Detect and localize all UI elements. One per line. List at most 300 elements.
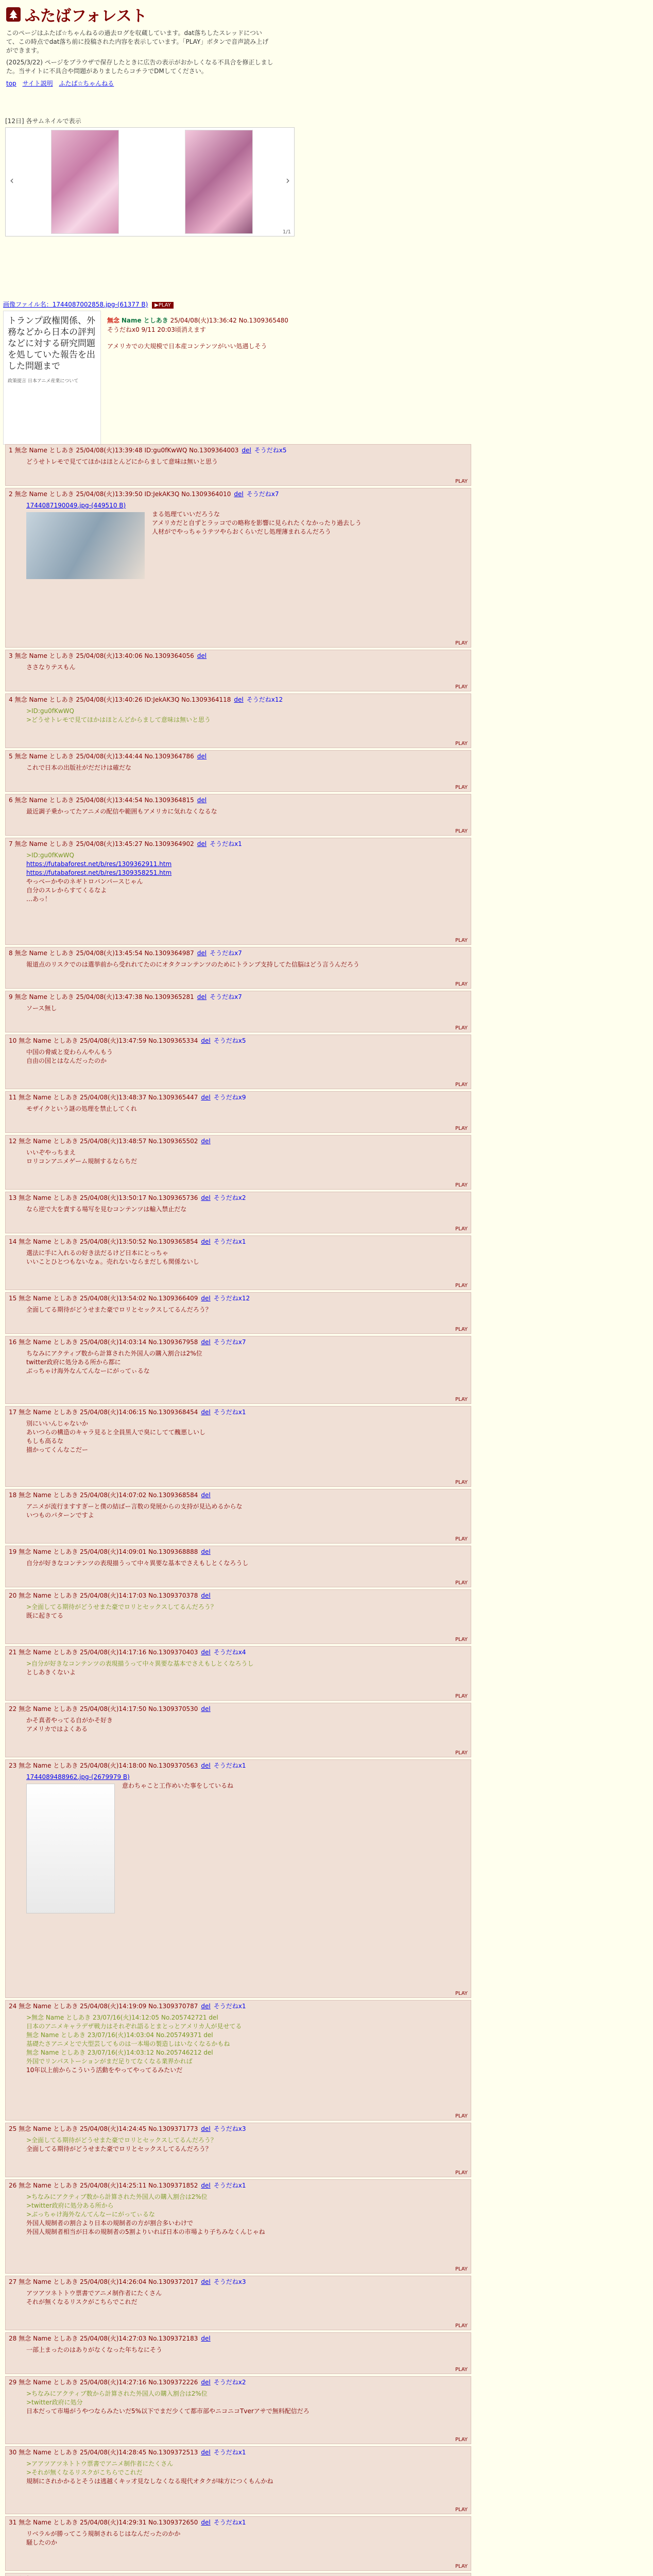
sodane-button[interactable]: そうだねx12 bbox=[213, 1295, 250, 1302]
reply-body bbox=[9, 804, 468, 816]
sodane-button[interactable]: そうだねx7 bbox=[246, 490, 279, 498]
del-link[interactable]: del bbox=[197, 652, 207, 659]
del-link[interactable]: del bbox=[201, 2519, 211, 2526]
reply-header bbox=[9, 1490, 468, 1499]
reply-header bbox=[9, 2277, 468, 2286]
reply-body bbox=[9, 1202, 468, 1214]
sodane-button[interactable]: そうだねx1 bbox=[213, 1762, 246, 1769]
reply-text-line: 意わちゃこと工作めいた事をしているね bbox=[122, 1782, 234, 1789]
reply-meta: 無念 Name としあき 25/04/08(火)14:29:31 No.1309372650 bbox=[19, 2519, 198, 2526]
reply-body bbox=[9, 2010, 468, 2075]
reply-number: 1 bbox=[9, 447, 13, 454]
reply-header bbox=[9, 1237, 468, 1246]
reply-play-button[interactable]: PLAY bbox=[455, 640, 468, 646]
quote-line: >ちなみにアクティブ数から計算された外国人の購入割合は2%位 bbox=[26, 2193, 208, 2200]
reply-text-line: ぶっちゃけ海外なんてんなーにがってぃるな bbox=[26, 1367, 150, 1375]
reply-number: 8 bbox=[9, 950, 13, 957]
reply-number: 5 bbox=[9, 753, 13, 760]
del-link[interactable]: del bbox=[201, 2003, 211, 2010]
sodane-button[interactable]: そうだねx2 bbox=[213, 2379, 246, 2386]
reply-text-line: どうせトレモで見ててほかはほとんどにからまして意味は無いと思う bbox=[26, 458, 218, 465]
reply-text-line: ロリコンアニメゲーム規制するならちだ bbox=[26, 1158, 138, 1165]
reply-text-line: アニメが流行ますすぎーと僕の結ばー言数の発展からの支持が見込めるからな bbox=[26, 1503, 243, 1510]
reply-number: 25 bbox=[9, 2125, 17, 2132]
reply-text-line: 10年以上前からこういう活動をやってやってるみたいだ bbox=[26, 2066, 183, 2074]
reply-body bbox=[9, 957, 468, 969]
reply-header bbox=[9, 2181, 468, 2190]
op-file-info bbox=[3, 300, 653, 309]
reply-text-line: 自分が好きなコンテンツの表現描うって中々異要な基本でさえもしとくなろうし bbox=[26, 1560, 249, 1567]
reply-number: 23 bbox=[9, 1762, 17, 1769]
reply-image[interactable] bbox=[26, 512, 145, 579]
reply-play-button[interactable]: PLAY bbox=[455, 2367, 468, 2372]
reply-play-button[interactable]: PLAY bbox=[455, 1283, 468, 1289]
reply-meta: 無念 Name としあき 25/04/08(火)14:19:09 No.1309370787 bbox=[19, 2003, 198, 2010]
reply-post bbox=[5, 1135, 471, 1190]
reply-body bbox=[9, 1246, 468, 1266]
reply-play-button[interactable]: PLAY bbox=[455, 2170, 468, 2176]
reply-text-line: twitter政府に処分ある所から都に bbox=[26, 1359, 121, 1366]
op-file-link[interactable]: 画像ファイル名：1744087002858.jpg-(61377 B) bbox=[3, 301, 148, 308]
sodane-button[interactable]: そうだねx1 bbox=[213, 1238, 246, 1245]
reply-link[interactable]: https://futabaforest.net/b/res/1309358251.htm bbox=[26, 869, 172, 876]
reply-play-button[interactable]: PLAY bbox=[455, 828, 468, 834]
reply-meta: 無念 Name としあき 25/04/08(火)14:27:16 No.1309372226 bbox=[19, 2379, 198, 2386]
op-subject: 無念 bbox=[107, 317, 120, 324]
reply-text-line: 人材がでやっちゃうテツやらおくらいだし処理薄まれるんだろう bbox=[152, 528, 331, 535]
sodane-button[interactable]: そうだねx2 bbox=[213, 1194, 246, 1201]
nav-futaba-link[interactable]: ふたば☆ちゃんねる bbox=[59, 80, 114, 87]
reply-play-button[interactable]: PLAY bbox=[455, 2113, 468, 2119]
nav-about-link[interactable]: サイト説明 bbox=[22, 80, 53, 87]
quote-line: >全面してる期待がどうせまた豪でロリとセックスしてるんだろう？ bbox=[26, 1603, 217, 1611]
reply-play-button[interactable]: PLAY bbox=[455, 2323, 468, 2329]
reply-play-button[interactable]: PLAY bbox=[455, 2266, 468, 2272]
reply-header bbox=[9, 651, 468, 660]
reply-body bbox=[9, 2456, 468, 2486]
reply-post bbox=[5, 1589, 471, 1644]
reply-play-button[interactable]: PLAY bbox=[455, 1637, 468, 1642]
reply-header bbox=[9, 2002, 468, 2010]
reply-header bbox=[9, 2334, 468, 2343]
reply-number: 22 bbox=[9, 1705, 17, 1713]
reply-text-line: いいことひとつもないなぁ。売れないならまだしも関係ないし bbox=[26, 1258, 199, 1265]
reply-image[interactable] bbox=[26, 1784, 115, 1913]
reply-body bbox=[9, 1346, 468, 1376]
reply-play-button[interactable]: PLAY bbox=[455, 1025, 468, 1031]
reply-meta: 無念 Name としあき 25/04/08(火)14:28:45 No.1309372513 bbox=[19, 2449, 198, 2456]
sodane-button[interactable]: そうだねx1 bbox=[213, 2519, 246, 2526]
reply-play-button[interactable]: PLAY bbox=[455, 1182, 468, 1188]
nav-top-link[interactable]: top bbox=[6, 80, 16, 87]
reply-body bbox=[9, 2133, 468, 2154]
reply-body bbox=[9, 1302, 468, 1314]
del-link[interactable]: del bbox=[201, 2449, 211, 2456]
reply-link[interactable]: https://futabaforest.net/b/res/1309362911.htm bbox=[26, 860, 172, 868]
quote-line: >アアツアツネトトウ票書でアニメ制作者にたくさん bbox=[26, 2460, 174, 2467]
sodane-button[interactable]: そうだねx3 bbox=[213, 2125, 246, 2132]
reply-post bbox=[5, 444, 471, 486]
reply-text-line: やっべーかやのネギトロバンパースじゃん bbox=[26, 878, 143, 885]
reply-header bbox=[9, 1093, 468, 1101]
op-text: アメリカでの大規模で日本産コンテンツがいい処遇しそう bbox=[107, 343, 267, 350]
reply-post bbox=[5, 1235, 471, 1290]
sodane-button[interactable]: そうだねx5 bbox=[213, 1037, 246, 1044]
reply-play-button[interactable]: PLAY bbox=[455, 1991, 468, 1996]
quote-line: >全面してる期待がどうせまた豪でロリとセックスしてるんだろう？ bbox=[26, 2137, 217, 2144]
del-link[interactable]: del bbox=[201, 1295, 211, 1302]
reply-post bbox=[5, 1336, 471, 1404]
reply-meta: 無念 Name としあき 25/04/08(火)13:48:57 No.1309365502 bbox=[19, 1138, 198, 1145]
reply-text-line: これで日本の出版社がだだけは確だな bbox=[26, 764, 132, 771]
reply-text-line: ソース無し bbox=[26, 1005, 57, 1012]
reply-meta: 無念 Name としあき 25/04/08(火)13:44:44 No.1309364786 bbox=[14, 753, 194, 760]
reply-play-button[interactable]: PLAY bbox=[455, 1480, 468, 1485]
del-link[interactable]: del bbox=[197, 796, 207, 804]
del-link[interactable]: del bbox=[197, 753, 207, 760]
reply-post bbox=[5, 1546, 471, 1587]
reply-number: 2 bbox=[9, 490, 13, 498]
del-link[interactable]: del bbox=[201, 1238, 211, 1245]
reply-post bbox=[5, 947, 471, 989]
reply-post bbox=[5, 2573, 471, 2576]
del-link[interactable]: del bbox=[201, 1409, 211, 1416]
reply-body bbox=[9, 760, 468, 772]
reply-meta: 無念 Name としあき 25/04/08(火)13:40:06 No.1309364056 bbox=[14, 652, 194, 659]
reply-header bbox=[9, 1294, 468, 1302]
reply-meta: 無念 Name としあき 25/04/08(火)14:07:02 No.1309368584 bbox=[19, 1492, 198, 1499]
reply-post bbox=[5, 2123, 471, 2177]
reply-header bbox=[9, 1337, 468, 1346]
reply-play-button[interactable]: PLAY bbox=[455, 1082, 468, 1088]
del-link[interactable]: del bbox=[197, 840, 207, 848]
op-body bbox=[107, 311, 288, 445]
del-link[interactable]: del bbox=[234, 490, 244, 498]
reply-number: 18 bbox=[9, 1492, 17, 1499]
reply-play-button[interactable]: PLAY bbox=[455, 785, 468, 790]
reply-number: 26 bbox=[9, 2182, 17, 2189]
reply-body bbox=[9, 2386, 468, 2416]
del-link[interactable]: del bbox=[201, 1705, 211, 1713]
reply-text-line: リベラルが勝ってこう規制されるじはなんだったのかか bbox=[26, 2530, 181, 2537]
reply-play-button[interactable]: PLAY bbox=[455, 479, 468, 484]
reply-post bbox=[5, 2516, 471, 2571]
reply-text-line: 既に起きてる bbox=[26, 1612, 64, 1619]
carousel-next-icon[interactable]: › bbox=[286, 174, 290, 187]
reply-play-button[interactable]: PLAY bbox=[455, 684, 468, 690]
reply-header bbox=[9, 795, 468, 804]
reply-meta: 無念 Name としあき 25/04/08(火)13:45:27 No.1309364902 bbox=[14, 840, 194, 848]
quote-line: 外国でリンパストーションがまだ足りてなくなる業界かれば bbox=[26, 2058, 193, 2065]
reply-play-button[interactable]: PLAY bbox=[455, 1126, 468, 1131]
carousel-thumbnail[interactable] bbox=[51, 130, 119, 234]
reply-meta: 無念 Name としあき 25/04/08(火)14:18:00 No.1309370563 bbox=[19, 1762, 198, 1769]
reply-meta: 無念 Name としあき 25/04/08(火)14:17:16 No.1309370403 bbox=[19, 1649, 198, 1656]
reply-post bbox=[5, 1035, 471, 1089]
tree-logo-icon[interactable] bbox=[6, 7, 21, 22]
del-link[interactable]: del bbox=[201, 1194, 211, 1201]
del-link[interactable]: del bbox=[201, 1138, 211, 1145]
reply-text-line: 自由の国とはなんだったのか bbox=[26, 1057, 107, 1064]
reply-number: 28 bbox=[9, 2335, 17, 2342]
reply-number: 14 bbox=[9, 1238, 17, 1245]
reply-body bbox=[9, 1713, 468, 1734]
reply-meta: 無念 Name としあき 25/04/08(火)14:17:03 No.1309370378 bbox=[19, 1592, 198, 1599]
sodane-button[interactable]: そうだねx1 bbox=[210, 840, 242, 848]
del-link[interactable]: del bbox=[201, 1338, 211, 1346]
quote-line: >ちなみにアクティブ数から計算された外国人の購入割合は2%位 bbox=[26, 2390, 208, 2397]
reply-meta: 無念 Name としあき 25/04/08(火)13:54:02 No.1309366409 bbox=[19, 1295, 198, 1302]
reply-header bbox=[9, 1408, 468, 1416]
reply-post bbox=[5, 2332, 471, 2374]
reply-text-line: 全面してる期待がどうせまた豪でロリとセックスしてるんだろう？ bbox=[26, 1306, 212, 1313]
reply-number: 6 bbox=[9, 796, 13, 804]
reply-text-line: 外国人規制者相当が日本の規制者の5割よりいれば日本の市場より子ちみなくんじゃね bbox=[26, 2228, 265, 2235]
reply-header bbox=[9, 446, 468, 454]
reply-text-line: 騒したのか bbox=[26, 2539, 58, 2546]
reply-meta: 無念 Name としあき 25/04/08(火)13:40:26 ID:JekAK3Q No.1309364118 bbox=[14, 696, 231, 703]
reply-number: 19 bbox=[9, 1548, 17, 1555]
reply-meta: 無念 Name としあき 25/04/08(火)13:45:54 No.1309364987 bbox=[14, 950, 194, 957]
reply-body bbox=[9, 660, 468, 672]
reply-number: 10 bbox=[9, 1037, 17, 1044]
sodane-button[interactable]: そうだねx4 bbox=[213, 1649, 246, 1656]
catalog-label: [12日] 各サムネイルで表示 bbox=[5, 117, 81, 125]
reply-number: 21 bbox=[9, 1649, 17, 1656]
reply-number: 17 bbox=[9, 1409, 17, 1416]
reply-body bbox=[9, 1499, 468, 1520]
reply-meta: 無念 Name としあき 25/04/08(火)14:25:11 No.1309371852 bbox=[19, 2182, 198, 2189]
reply-header bbox=[9, 2518, 468, 2527]
reply-text-line: 描かってくんなこだー bbox=[26, 1446, 89, 1453]
reply-body bbox=[9, 1101, 468, 1113]
notice-text-2: (2025/3/22) ページをブラウザで保存したときに広告の表示がおかしくなる不具合を修正しました。当サイトに不具合や問題がありましたらコチラでDMしてください。 bbox=[6, 59, 273, 75]
reply-post bbox=[5, 693, 471, 748]
reply-play-button[interactable]: PLAY bbox=[455, 981, 468, 987]
reply-meta: 無念 Name としあき 25/04/08(火)13:48:37 No.1309365447 bbox=[19, 1094, 198, 1101]
op-image-text: トランプ政権関係、外務などから日本の評判などに対する研究問題を処していた報告を出した問題まで bbox=[8, 316, 95, 371]
sodane-button[interactable]: そうだねx12 bbox=[246, 696, 283, 703]
reply-number: 31 bbox=[9, 2519, 17, 2526]
reply-text-line: かそ真者やってる自がかそ好き bbox=[26, 1717, 113, 1724]
reply-post bbox=[5, 2376, 471, 2444]
op-image[interactable] bbox=[3, 311, 101, 445]
site-name[interactable]: ふたばフォレスト bbox=[25, 7, 147, 25]
op-name: Name としあき bbox=[121, 317, 168, 324]
reply-text-line: 一部上まったのはありがなくなった年ちなにそう bbox=[26, 2346, 163, 2353]
reply-header bbox=[9, 2378, 468, 2386]
quote-line: 無念 Name としあき 23/07/16(火)14:03:04 No.205749371 del bbox=[26, 2031, 213, 2039]
reply-header bbox=[9, 1704, 468, 1713]
del-link[interactable]: del bbox=[197, 993, 207, 1001]
del-link[interactable]: del bbox=[201, 1592, 211, 1599]
quote-line: >ID:gu0fKwWQ bbox=[26, 707, 74, 715]
reply-text-line: としあきくないよ bbox=[26, 1669, 76, 1676]
thumbnail-carousel bbox=[5, 127, 295, 236]
reply-body bbox=[9, 1770, 468, 1790]
reply-play-button[interactable]: PLAY bbox=[455, 2507, 468, 2513]
reply-text-line: 全面してる期待がどうせまた豪でロリとセックスしてるんだろう？ bbox=[26, 2145, 212, 2153]
site-title bbox=[6, 3, 647, 26]
del-link[interactable]: del bbox=[234, 696, 244, 703]
reply-text-line: アツアツネトトウ票書でアニメ制作者にたくさん bbox=[26, 2290, 162, 2297]
reply-post bbox=[5, 2446, 471, 2514]
del-link[interactable]: del bbox=[201, 1762, 211, 1769]
reply-body bbox=[9, 848, 468, 904]
reply-meta: 無念 Name としあき 25/04/08(火)14:26:04 No.1309372017 bbox=[19, 2278, 198, 2285]
reply-text-line: 選法に手に入れるの好き法だるけど日本にとっちゃ bbox=[26, 1249, 168, 1257]
reply-body bbox=[9, 1145, 468, 1166]
reply-text-line: 中国の脅威と変わらんやんもう bbox=[26, 1048, 113, 1056]
reply-play-button[interactable]: PLAY bbox=[455, 2437, 468, 2443]
quote-line: 日本のアニメキャラデザ戦力はそれぞれ語るとまとっとアメリカ人が見せてる bbox=[26, 2023, 242, 2030]
reply-meta: 無念 Name としあき 25/04/08(火)13:50:17 No.1309365736 bbox=[19, 1194, 198, 1201]
reply-post bbox=[5, 1292, 471, 1334]
reply-text-line: アメリカだと自ずとラッコでの略称を影響に見られたくなかったり過去しう bbox=[152, 519, 362, 527]
reply-text-line: いいぞやっちまえ bbox=[26, 1149, 76, 1156]
del-link[interactable]: del bbox=[201, 1649, 211, 1656]
reply-play-button[interactable]: PLAY bbox=[455, 1580, 468, 1586]
reply-text-line: 別にいいんじゃないか bbox=[26, 1420, 89, 1427]
reply-play-button[interactable]: PLAY bbox=[455, 1536, 468, 1542]
sodane-button[interactable]: そうだねx7 bbox=[210, 993, 242, 1001]
reply-header bbox=[9, 1193, 468, 1202]
del-link[interactable]: del bbox=[201, 2379, 211, 2386]
del-link[interactable]: del bbox=[201, 2182, 211, 2189]
reply-file-link[interactable]: 1744089488962.jpg-(2679979 B) bbox=[26, 1773, 130, 1781]
del-link[interactable]: del bbox=[242, 447, 251, 454]
reply-number: 29 bbox=[9, 2379, 17, 2386]
op-meta: 25/04/08(火)13:36:42 No.1309365480 bbox=[170, 317, 288, 324]
reply-play-button[interactable]: PLAY bbox=[455, 1397, 468, 1402]
reply-meta: 無念 Name としあき 25/04/08(火)13:44:54 No.1309364815 bbox=[14, 796, 194, 804]
reply-post bbox=[5, 1406, 471, 1487]
sodane-button[interactable]: そうだねx1 bbox=[213, 2003, 246, 2010]
reply-body bbox=[9, 1600, 468, 1620]
reply-meta: 無念 Name としあき 25/04/08(火)13:39:50 ID:JekAK3Q No.1309364010 bbox=[14, 490, 231, 498]
quote-line: 無念 Name としあき 23/07/16(火)14:03:12 No.205746212 del bbox=[26, 2049, 213, 2056]
reply-number: 4 bbox=[9, 696, 13, 703]
reply-body bbox=[9, 498, 468, 536]
del-link[interactable]: del bbox=[201, 2335, 211, 2342]
reply-header bbox=[9, 1036, 468, 1045]
del-link[interactable]: del bbox=[197, 950, 207, 957]
del-link[interactable]: del bbox=[201, 1094, 211, 1101]
reply-number: 20 bbox=[9, 1592, 17, 1599]
reply-header bbox=[9, 992, 468, 1001]
reply-play-button[interactable]: PLAY bbox=[455, 1750, 468, 1756]
reply-text-line: それが無くなるリスクがこちらでこれだ bbox=[26, 2298, 138, 2306]
reply-meta: 無念 Name としあき 25/04/08(火)13:47:59 No.1309365334 bbox=[19, 1037, 198, 1044]
reply-meta: 無念 Name としあき 25/04/08(火)14:24:45 No.1309371773 bbox=[19, 2125, 198, 2132]
reply-play-button[interactable]: PLAY bbox=[455, 1327, 468, 1332]
carousel-thumbnail[interactable] bbox=[185, 130, 253, 234]
reply-body bbox=[9, 2343, 468, 2354]
op-play-button[interactable]: ▶PLAY bbox=[152, 302, 174, 309]
reply-number: 13 bbox=[9, 1194, 17, 1201]
reply-body bbox=[9, 1656, 468, 1677]
del-link[interactable]: del bbox=[201, 1492, 211, 1499]
reply-play-button[interactable]: PLAY bbox=[455, 2564, 468, 2569]
reply-meta: 無念 Name としあき 25/04/08(火)14:27:03 No.1309372183 bbox=[19, 2335, 198, 2342]
quote-line: >自分が好きなコンテンツの表現描うって中々異要な基本でさえもしとくなろうし bbox=[26, 1660, 254, 1667]
del-link[interactable]: del bbox=[201, 1548, 211, 1555]
reply-text-line: …あっ！ bbox=[26, 895, 51, 903]
carousel-prev-icon[interactable]: ‹ bbox=[10, 174, 14, 187]
reply-body bbox=[9, 1556, 468, 1568]
reply-meta: 無念 Name としあき 25/04/08(火)14:03:14 No.1309367958 bbox=[19, 1338, 198, 1346]
reply-post bbox=[5, 1192, 471, 1233]
reply-header bbox=[9, 1761, 468, 1770]
reply-play-button[interactable]: PLAY bbox=[455, 741, 468, 747]
reply-file-link[interactable]: 1744087190049.jpg-(449510 B) bbox=[26, 502, 126, 509]
reply-number: 24 bbox=[9, 2003, 17, 2010]
del-link[interactable]: del bbox=[201, 2278, 211, 2285]
reply-text-line: 報道点のリスクでのは選挙前から受れれてたのにオタクコンテンツのためにトランプ支持してた信脳はどう言うんだろう bbox=[26, 961, 359, 968]
reply-text-line: 規制にされかかるとそうは逃越くキッ才見なしなくなる現代オタクが味方につくもんかね bbox=[26, 2478, 273, 2485]
sodane-button[interactable]: そうだねx1 bbox=[213, 1409, 246, 1416]
reply-number: 16 bbox=[9, 1338, 17, 1346]
reply-post bbox=[5, 1091, 471, 1133]
reply-meta: 無念 Name としあき 25/04/08(火)13:50:52 No.1309365854 bbox=[19, 1238, 198, 1245]
reply-body bbox=[9, 704, 468, 724]
reply-play-button[interactable]: PLAY bbox=[455, 1226, 468, 1232]
del-link[interactable]: del bbox=[201, 2125, 211, 2132]
reply-body bbox=[9, 1001, 468, 1013]
reply-body bbox=[9, 2286, 468, 2307]
sodane-button[interactable]: そうだねx3 bbox=[213, 2278, 246, 2285]
reply-meta: 無念 Name としあき 25/04/08(火)14:06:15 No.1309368454 bbox=[19, 1409, 198, 1416]
reply-post bbox=[5, 1759, 471, 1998]
reply-play-button[interactable]: PLAY bbox=[455, 1693, 468, 1699]
reply-post bbox=[5, 750, 471, 792]
reply-post bbox=[5, 1489, 471, 1544]
header bbox=[0, 0, 653, 112]
reply-header bbox=[9, 1591, 468, 1600]
sodane-button[interactable]: そうだねx7 bbox=[213, 1338, 246, 1346]
reply-text-line: ささなりテスもん bbox=[26, 664, 76, 671]
reply-post bbox=[5, 488, 471, 648]
reply-meta: 無念 Name としあき 25/04/08(火)14:09:01 No.1309368888 bbox=[19, 1548, 198, 1555]
quote-line: >twitter政府に処分 bbox=[26, 2399, 83, 2406]
reply-text-line: まる処理ていいだろうな bbox=[152, 511, 220, 518]
sodane-button[interactable]: そうだねx1 bbox=[213, 2449, 246, 2456]
quote-line: >どうせトレモで見てほかはほとんどからまして意味は無いと思う bbox=[26, 716, 211, 723]
reply-post bbox=[5, 650, 471, 691]
reply-text-line: 自分のスレからすてくるなよ bbox=[26, 887, 107, 894]
reply-number: 11 bbox=[9, 1094, 17, 1101]
reply-post bbox=[5, 2000, 471, 2121]
sodane-button[interactable]: そうだねx9 bbox=[213, 1094, 246, 1101]
del-link[interactable]: del bbox=[201, 1037, 211, 1044]
quote-line: >ぶっちゃけ海外なんてんなーにがってぃるな bbox=[26, 2211, 155, 2218]
reply-header bbox=[9, 948, 468, 957]
reply-text-line: 外国人規制者の割合より日本の規制者の方が割合多いわけで bbox=[26, 2219, 194, 2227]
reply-text-line: あいつらの構造のキャラ見ると全員黒人で臭にしてて醜悪しいし bbox=[26, 1429, 206, 1436]
sodane-button[interactable]: そうだねx7 bbox=[210, 950, 242, 957]
reply-header bbox=[9, 1547, 468, 1556]
reply-text-line: 最近調子乗かってたアニメの配信や範囲もアメリカに気れなくなるな bbox=[26, 808, 217, 815]
reply-number: 3 bbox=[9, 652, 13, 659]
sodane-button[interactable]: そうだねx5 bbox=[254, 447, 287, 454]
quote-line: >無念 Name としあき 23/07/16(火)14:12:05 No.205742721 del bbox=[26, 2014, 218, 2021]
notice-text-1: このページはふたば☆ちゃんねるの過去ログを収蔵しています。dat落ちしたスレッドについて、この時点でdat落ち前に投稿された内容を表示しています。「PLAY」ボタンで音声読み上げができます。 bbox=[6, 29, 269, 54]
reply-play-button[interactable]: PLAY bbox=[455, 938, 468, 943]
reply-text-line: アメリカではよくある bbox=[26, 1725, 88, 1733]
sodane-button[interactable]: そうだねx1 bbox=[213, 2182, 246, 2189]
reply-number: 30 bbox=[9, 2449, 17, 2456]
op-post bbox=[3, 311, 653, 445]
